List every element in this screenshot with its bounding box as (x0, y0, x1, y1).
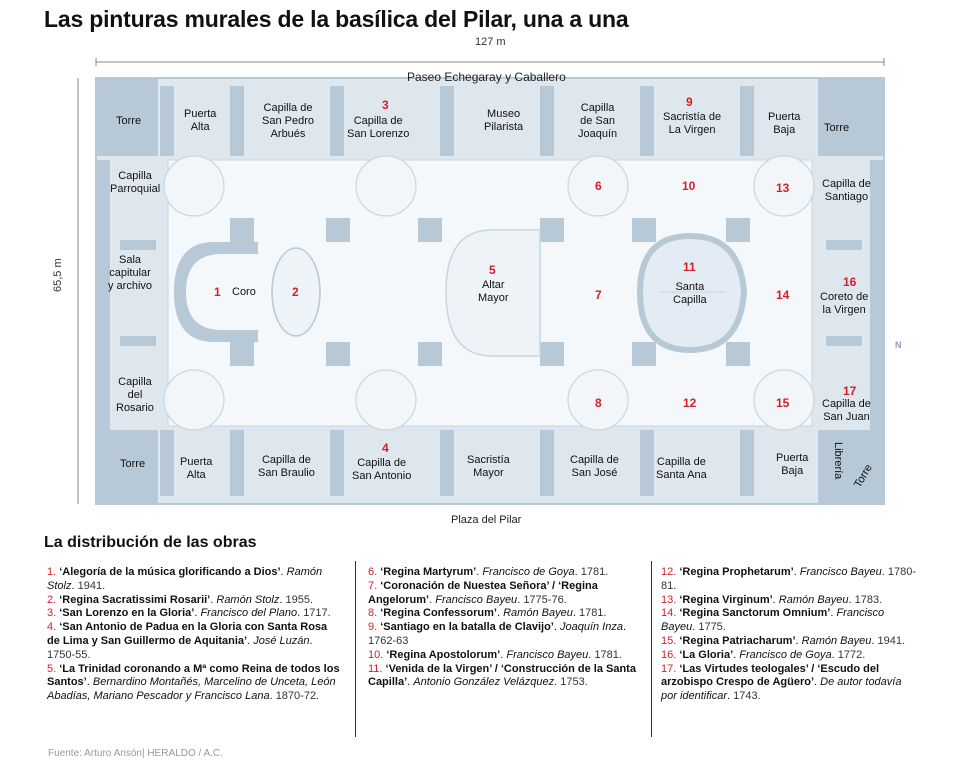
work-title: ‘Alegoría de la música glorificando a Dios’ (59, 566, 281, 578)
work-number: 3. (47, 607, 60, 620)
work-number: 11. (368, 662, 386, 675)
work-author: Francisco Bayeu (799, 566, 882, 578)
mural-number-12: 12 (683, 396, 697, 410)
label-capilla-san-juan: Capilla de San Juan (822, 398, 871, 423)
source-credit: Fuente: Arturo Ansón| HERALDO / A.C. (48, 748, 223, 759)
work-entry: 8. ‘Regina Confessorum’. Ramón Bayeu. 1781. (368, 607, 607, 620)
work-date: 1781. (580, 566, 609, 578)
label-libreria: Librería (832, 442, 844, 480)
label-altar-mayor: Altar Mayor (478, 279, 509, 304)
work-date: 1780-81. (661, 566, 916, 592)
work-entry: 5. ‘La Trinidad coronando a Mª como Reina de todos los Santos’. Bernardino Montañés, Marcelino de Unceta, León Abadías, Mariano Pescador y Francisco Lana. 1870-72. (47, 662, 340, 703)
work-date: 1717. (303, 607, 331, 620)
label-torre: Torre (824, 122, 850, 134)
mural-number-10: 10 (682, 179, 696, 193)
work-title: ‘Regina Sacratissimi Rosarii’ (59, 593, 211, 606)
label-coreto-virgen: Coreto de la Virgen (820, 291, 869, 316)
work-date: 1870-72. (275, 690, 320, 703)
work-number: 5. (47, 662, 60, 675)
mural-number-11: 11 (683, 260, 696, 274)
work-date: 1750-55. (47, 648, 91, 661)
work-title: ‘Regina Confessorum’ (380, 607, 497, 620)
mural-number-16: 16 (843, 275, 857, 289)
mural-number-3: 3 (382, 98, 389, 112)
work-entry: 6. ‘Regina Martyrum’. Francisco de Goya. 1781. (368, 566, 609, 578)
work-date: 1753. (560, 676, 588, 689)
page-title: Las pinturas murales de la basílica del Pilar, una a una (44, 6, 629, 32)
work-entry: 17. ‘Las Virtudes teologales’ / ‘Escudo del arzobispo Crespo de Agüero’. De autor todavía por identificar. 1743. (661, 662, 902, 703)
work-author: Ramón Stolz (216, 593, 280, 606)
work-author: Ramón Bayeu (801, 634, 872, 647)
work-number: 14. (661, 607, 680, 620)
mural-number-5: 5 (489, 263, 496, 277)
mural-number-15: 15 (776, 396, 790, 410)
work-author: Francisco Bayeu (506, 648, 589, 661)
column-divider (355, 561, 356, 737)
label-sacristia-mayor: Sacristía Mayor (467, 454, 510, 479)
work-number: 8. (368, 607, 381, 620)
work-author: Ramón Bayeu (503, 607, 573, 620)
work-title: ‘Regina Apostolorum’ (386, 648, 501, 661)
work-entry: 7. ‘Coronación de Nuestea Señora’ / ‘Regina Angelorum’. Francisco Bayeu. 1775-76. (368, 579, 598, 606)
work-title: ‘Regina Prophetarum’ (679, 566, 794, 578)
work-title: ‘Regina Martyrum’ (380, 566, 477, 578)
work-entry: 16. ‘La Gloria’. Francisco de Goya. 1772. (661, 648, 866, 661)
works-column-3 (661, 566, 917, 704)
work-number: 10. (368, 648, 387, 661)
work-title: ‘Coronación de Nuestea Señora’ / ‘Regina Angelorum’ (368, 579, 598, 606)
label-museo-pilarista: Museo Pilarista (484, 108, 524, 133)
label-capilla-san-joaquin: Capilla de San Joaquín (578, 102, 618, 140)
mural-number-2: 2 (292, 285, 299, 299)
work-number: 4. (47, 621, 60, 634)
label-sacristia-virgen: Sacristía de La Virgen (663, 111, 722, 136)
work-author: Bernardino Montañés, Marcelino de Unceta, León Abadías, Mariano Pescador y Francisco Lana (47, 676, 336, 703)
work-entry: 3. ‘San Lorenzo en la Gloria’. Francisco del Plano. 1717. (47, 607, 331, 620)
work-date: 1783. (854, 593, 883, 606)
work-author: De autor todavía por identificar (661, 676, 902, 703)
work-date: 1781. (578, 607, 607, 620)
work-author: Francisco Bayeu (435, 593, 518, 606)
width-dimension: 127 m (475, 36, 506, 48)
work-author: Joaquín Inza (559, 621, 623, 634)
north-arrow-icon: N (895, 340, 902, 350)
work-date: 1775-76. (523, 593, 567, 606)
work-title: ‘Venida de la Virgen’ / ‘Construcción de la Santa Capilla’ (368, 662, 636, 689)
works-subtitle: La distribución de las obras (44, 534, 257, 551)
label-torre: Torre (116, 115, 142, 127)
work-entry: 13. ‘Regina Virginum’. Ramón Bayeu. 1783. (661, 593, 883, 606)
work-date: 1955. (285, 593, 314, 606)
work-author: Antonio González Velázquez (413, 676, 555, 689)
work-number: 9. (368, 621, 381, 634)
street-paseo-echegaray: Paseo Echegaray y Caballero (407, 70, 566, 84)
work-title: ‘La Trinidad coronando a Mª como Reina de todos los Santos’ (47, 662, 340, 689)
label-capilla-san-braulio: Capilla de San Braulio (258, 454, 315, 479)
work-title: ‘Regina Patriacharum’ (679, 634, 796, 647)
work-author: Ramón Stolz (47, 566, 323, 592)
label-capilla-san-pedro-arbues: Capilla de San Pedro Arbués (262, 102, 314, 140)
label-capilla-parroquial: Capilla Parroquial (110, 170, 161, 195)
work-title: ‘Las Virtudes teologales’ / ‘Escudo del arzobispo Crespo de Agüero’ (661, 662, 880, 689)
label-coro: Coro (232, 286, 256, 298)
work-author: Ramón Bayeu (778, 593, 849, 606)
mural-number-4: 4 (382, 441, 389, 455)
work-title: ‘La Gloria’ (679, 648, 734, 661)
mural-number-14: 14 (776, 288, 790, 302)
work-date: 1772. (837, 648, 866, 661)
work-title: ‘Santiago en la batalla de Clavijo’ (380, 621, 554, 634)
work-author: Francisco Bayeu (661, 607, 885, 634)
label-capilla-santiago: Capilla de Santiago (822, 178, 871, 203)
work-entry: 2. ‘Regina Sacratissimi Rosarii’. Ramón Stolz. 1955. (47, 593, 314, 606)
work-title: ‘San Antonio de Padua en la Gloria con Santa Rosa de Lima y San Guillermo de Aquitania’ (47, 621, 328, 647)
mural-number-7: 7 (595, 288, 602, 302)
label-capilla-santa-ana: Capilla de Santa Ana (656, 456, 707, 481)
label-capilla-san-antonio: Capilla de San Antonio (352, 457, 412, 482)
label-torre: Torre (120, 458, 146, 470)
label-capilla-san-jose: Capilla de San José (570, 454, 619, 479)
work-title: ‘Regina Sanctorum Omnium’ (679, 607, 831, 620)
mural-number-9: 9 (686, 95, 693, 109)
work-number: 12. (661, 566, 680, 578)
mural-number-8: 8 (595, 396, 602, 410)
work-date: 1941. (877, 634, 906, 647)
work-title: ‘San Lorenzo en la Gloria’ (59, 607, 195, 620)
label-sala-capitular: Sala capitular y archivo (108, 254, 153, 292)
work-number: 1. (47, 566, 60, 578)
mural-number-13: 13 (776, 181, 790, 195)
mural-number-17: 17 (843, 384, 857, 398)
work-title: ‘Regina Virginum’ (679, 593, 773, 606)
work-entry: 12. ‘Regina Prophetarum’. Francisco Bayeu. 1780-81. (661, 566, 916, 592)
work-number: 15. (661, 634, 680, 647)
height-dimension: 65,5 m (52, 258, 64, 292)
work-number: 16. (661, 648, 680, 661)
work-entry: 1. ‘Alegoría de la música glorificando a Dios’. Ramón Stolz. 1941. (47, 566, 323, 592)
work-entry: 15. ‘Regina Patriacharum’. Ramón Bayeu. 1941. (661, 634, 906, 647)
label-capilla-rosario: Capilla del Rosario (116, 376, 154, 414)
work-entry: 11. ‘Venida de la Virgen’ / ‘Construcción de la Santa Capilla’. Antonio González Velázquez. 1753. (368, 662, 636, 689)
label-puerta-baja: Puerta Baja (776, 452, 809, 477)
work-number: 7. (368, 579, 381, 592)
work-number: 2. (47, 593, 60, 606)
work-entry: 4. ‘San Antonio de Padua en la Gloria con Santa Rosa de Lima y San Guillermo de Aquitania’. José Luzán. 1750-55. (47, 621, 328, 661)
mural-number-1: 1 (214, 285, 221, 299)
work-date: 1762-63 (368, 634, 409, 647)
works-column-1 (47, 566, 343, 704)
mural-number-6: 6 (595, 179, 602, 193)
label-santa-capilla: Santa Capilla (673, 281, 707, 306)
label-puerta-baja: Puerta Baja (768, 111, 801, 136)
work-entry: 10. ‘Regina Apostolorum’. Francisco Bayeu. 1781. (368, 648, 622, 661)
label-puerta-alta: Puerta Alta (184, 108, 217, 133)
label-torre: Torre (852, 462, 875, 490)
work-author: Francisco de Goya (482, 566, 575, 578)
work-date: 1781. (594, 648, 622, 661)
work-number: 13. (661, 593, 680, 606)
work-date: 1775. (698, 621, 726, 634)
work-author: Francisco de Goya (739, 648, 832, 661)
work-author: Francisco del Plano (200, 607, 298, 620)
column-divider (651, 561, 652, 737)
label-capilla-san-lorenzo: Capilla de San Lorenzo (347, 115, 410, 140)
work-date: 1941. (77, 579, 106, 592)
works-column-2 (368, 566, 640, 690)
work-entry: 14. ‘Regina Sanctorum Omnium’. Francisco Bayeu. 1775. (661, 607, 885, 634)
label-puerta-alta: Puerta Alta (180, 456, 213, 481)
work-number: 17. (661, 662, 680, 675)
work-entry: 9. ‘Santiago en la batalla de Clavijo’. Joaquín Inza. 1762-63 (368, 621, 627, 647)
work-author: José Luzán (253, 634, 310, 647)
work-date: 1743. (733, 690, 761, 703)
work-number: 6. (368, 566, 381, 578)
street-plaza-pilar: Plaza del Pilar (451, 514, 522, 526)
